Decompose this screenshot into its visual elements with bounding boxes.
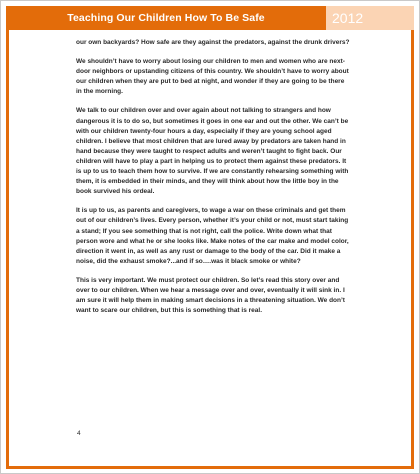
paragraph: our own backyards? How safe are they against the predators, against the drunk drivers?	[76, 39, 350, 46]
paragraph: It is up to us, as parents and caregivers, to wage a war on these criminals and get them out of our children’s lives. Every person, whether it’s your child or not, must start taking a stand; If you see something that is not right, call the police. Write down what that person wore and what he or she looks like. Make notes of the car make and model color, direction it went in, as well as any rust or damage to the body of the car. Did it make a noise, did the exhaust smoke?...and if so….was it black smoke or white?	[76, 207, 349, 265]
page-number: 4	[77, 430, 81, 437]
header-title-box	[6, 6, 326, 30]
paragraph: We talk to our children over and over again about not talking to strangers and how dangerous it is to do so, but sometimes it goes in one ear and out the other. We can’t be with our children twenty-four hours a day, especially if they are young school aged children. I believe that most children that are lured away by predators are taken hand in hand because they were taught to respect adults and weren’t taught to fight back. Our children will have to play a part in helping us to protect them against these predators. It is up to us to teach them how to survive. If we are constantly rehearsing something with them, it is embedded in their minds, and they will think about how the little boy in the book survived his ordeal.	[76, 107, 349, 196]
body-text	[76, 38, 351, 325]
header-title: Teaching Our Children How To Be Safe	[67, 12, 265, 24]
header-year-box	[326, 6, 414, 30]
header-year: 2012	[332, 10, 364, 26]
paragraph: This is very important. We must protect our children. So let’s read this story over and over to our children. When we hear a message over and over, eventually it will sink in. I am sure it will help them in making smart decisions in a threatening situation. We don’t want to scare our children, but this is something that is real.	[76, 276, 345, 315]
paragraph: We shouldn’t have to worry about losing our children to men and women who are next-door neighbors or upstanding citizens of this country. We shouldn’t have to worry about our children when they are put to bed at night, and wonder if they are going to be there in the morning.	[76, 58, 349, 96]
page-header	[6, 6, 414, 30]
